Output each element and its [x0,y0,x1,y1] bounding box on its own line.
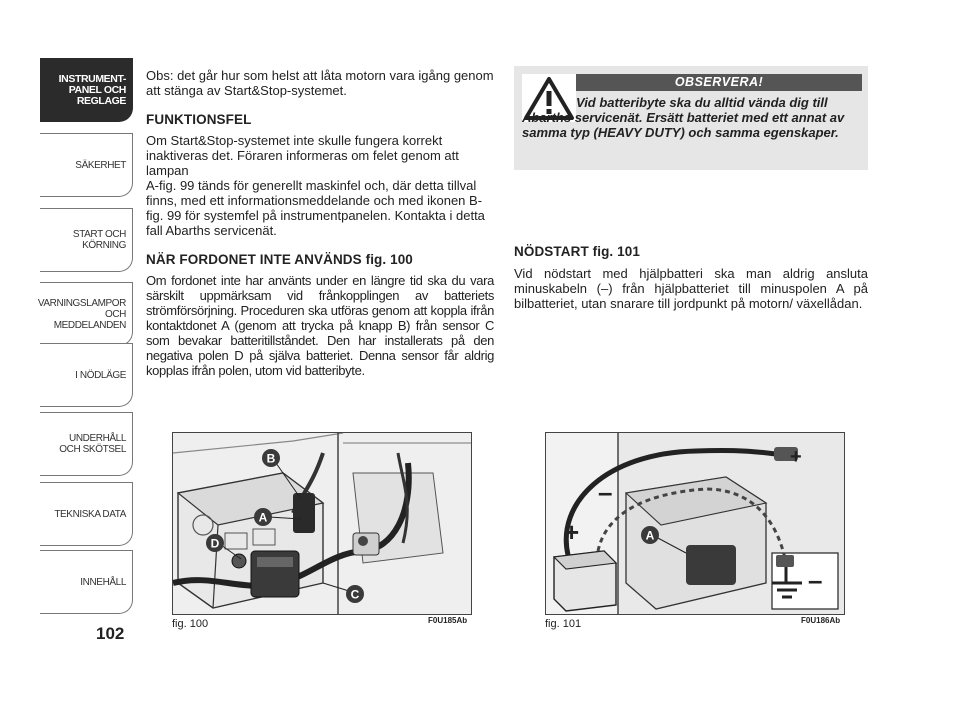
figure-100-code: F0U185Ab [428,616,468,625]
funktionsfel-paragraph-2: A-fig. 99 tänds för generellt maskinfel och, där detta tillval finns, med ett informationsmeddelande och med ikonen B-fig. 99 för systemfel på instrumentpanelen. Kontakta i detta fall Abarths servicenät. [146,178,485,238]
tab-label: UNDERHÅLL OCH SKÖTSEL [59,433,126,455]
tab-label: VARNINGSLAMPOR OCH MEDDELANDEN [37,297,126,331]
tab-instrumentpanel[interactable] [40,58,133,122]
callout-c-label: C [350,587,360,602]
callout-d-label: D [210,536,220,551]
funktionsfel-paragraph-1: Om Start&Stop-systemet inte skulle fungera korrekt inaktiveras det. Föraren informeras om felet genom att lampan [146,133,459,178]
tab-innehall[interactable] [40,550,133,614]
warning-text: Vid batteribyte ska du alltid vända dig till Abarths servicenät. Ersätt batteriet med ett annat av samma typ (HEAVY DUTY) och samma egenskaper. [522,95,845,140]
warning-box [514,66,868,170]
tab-i-nodlage[interactable] [40,343,133,407]
tab-underhall[interactable] [40,412,133,476]
nar-fordonet-paragraph: Om fordonet inte har använts under en längre tid ska du vara särskilt uppmärksam vid frånkopplingen av batteriets strömförsörjning. Proceduren ska utföras genom att koppla ifrån kontaktdonet A (genom att trycka på knapp B) från sensor C som bevakar batteritillståndet. Den har installerats på den negativa polen D på själva batteriet. Denna sensor får aldrig kopplas ifrån polen, utom vid batteribyte. [146,273,494,378]
callout-a-label: A [645,528,655,543]
callout-c [346,585,364,603]
tab-varningslampor[interactable] [37,282,133,346]
figure-101-code: F0U186Ab [801,616,841,625]
callout-a [254,508,272,526]
callout-b-label: B [266,451,276,466]
figure-100-battery-sensor [172,432,472,615]
sign-plus-car: + [790,446,802,468]
sign-plus-aux: + [564,517,580,547]
right-text-column [514,244,868,311]
tab-label: I NÖDLÄGE [75,369,126,381]
tab-label: INSTRUMENT- PANEL OCH REGLAGE [58,72,126,107]
callout-d [206,534,224,552]
figure-100-caption: fig. 100 [172,618,209,630]
figure-101-jump-start [545,432,845,615]
tab-sakerhet[interactable] [40,133,133,197]
jump-start-illustration [546,433,844,614]
tab-label: START OCH KÖRNING [72,229,126,251]
figure-101-caption: fig. 101 [545,618,582,630]
callout-b [262,449,280,467]
heading-nar-fordonet-inte-anvands: NÄR FORDONET INTE ANVÄNDS fig. 100 [146,252,413,267]
sign-minus-aux: – [598,477,613,507]
tab-start-och-korning[interactable] [40,208,133,272]
intro-paragraph: Obs: det går hur som helst att låta motorn vara igång genom att stänga av Start&Stop-systemet. [146,68,494,98]
page-number: 102 [96,624,125,643]
tab-label: INNEHÅLL [80,576,126,588]
warning-title: OBSERVERA! [576,74,862,91]
tab-tekniska-data[interactable] [40,482,133,546]
heading-funktionsfel: FUNKTIONSFEL [146,112,252,127]
heading-nodstart: NÖDSTART fig. 101 [514,244,640,259]
nodstart-paragraph: Vid nödstart med hjälpbatteri ska man aldrig ansluta minuskabeln (–) från hjälpbatteriet till minuspolen A på bilbatteriet, utan snarare till jordpunkt på motorn/ växellådan. [514,266,868,311]
tab-label: SÄKERHET [75,159,126,171]
tab-label: TEKNISKA DATA [54,508,126,520]
battery-sensor-illustration [173,433,471,614]
left-text-column [146,68,494,386]
callout-a [641,526,659,544]
sign-minus-ground: – [808,565,823,595]
callout-a-label: A [258,510,268,525]
